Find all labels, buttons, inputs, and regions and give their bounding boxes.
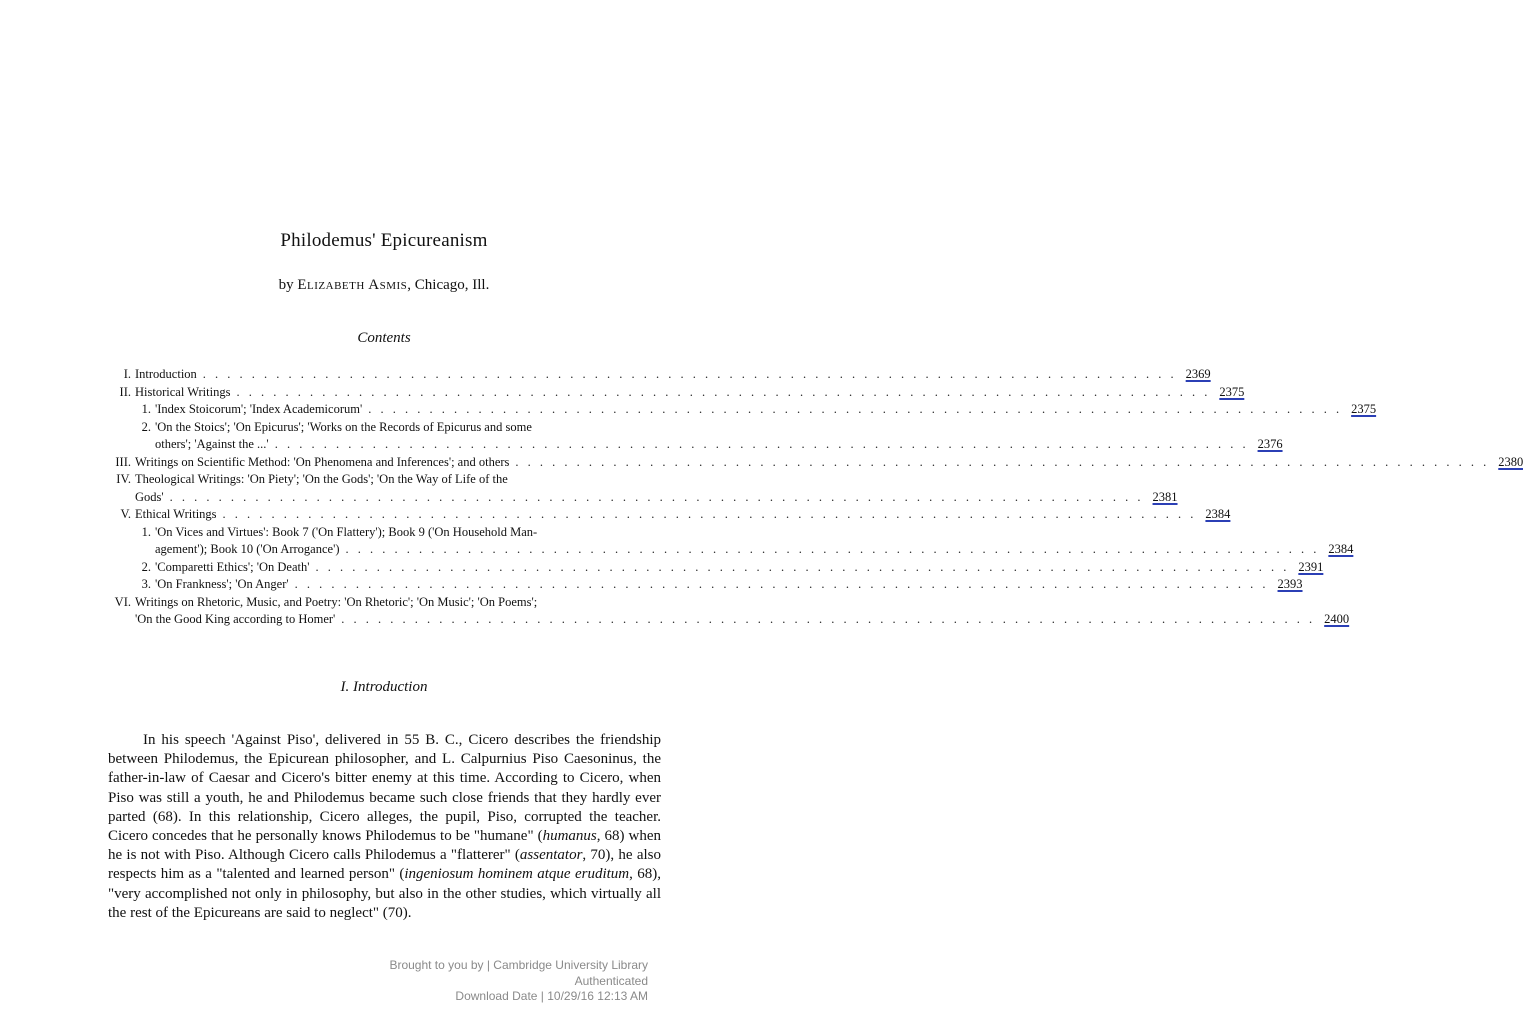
toc-line	[135, 506, 1230, 524]
toc-leader-dots	[515, 454, 1489, 472]
toc-leader-dots	[275, 436, 1249, 454]
toc-line	[135, 594, 1349, 612]
toc-entry	[105, 384, 1245, 402]
toc-entry-body	[135, 594, 1349, 629]
toc-entry-body	[135, 506, 1230, 524]
toc-entry-body	[155, 524, 1353, 559]
toc-entry	[105, 401, 1377, 419]
toc-leader-dots	[236, 384, 1210, 402]
toc-number: I.	[123, 367, 131, 381]
body-paragraph	[108, 731, 661, 923]
toc-entry	[105, 524, 1354, 559]
toc-leader-dots	[368, 401, 1342, 419]
toc-page-link[interactable]: 2400	[1324, 612, 1350, 626]
access-footer	[348, 958, 648, 1005]
toc-title: 'On the Good King according to Homer'	[135, 612, 336, 626]
toc-title: 'Index Stoicorum'; 'Index Academicorum'	[155, 402, 363, 416]
toc-title: Ethical Writings	[135, 507, 217, 521]
toc-entry	[105, 576, 1303, 594]
toc-leader-dots	[345, 541, 1319, 559]
toc-entry-body	[135, 454, 1523, 472]
toc-number: V.	[120, 507, 131, 521]
toc-line	[135, 454, 1523, 472]
paragraph-italic: assentator	[519, 847, 583, 864]
footer-line: Authenticated	[574, 973, 648, 988]
toc-line	[135, 471, 1178, 489]
toc-number: 3.	[141, 577, 151, 591]
toc-title: others'; 'Against the ...'	[155, 437, 269, 451]
toc-entry	[105, 454, 1523, 472]
byline-prefix: by	[278, 277, 294, 293]
toc-entry	[105, 471, 1178, 506]
author-affiliation: , Chicago, Ill.	[407, 277, 490, 293]
footer-line: Brought to you by | Cambridge University Library	[389, 958, 648, 972]
toc-entry-body	[155, 401, 1376, 419]
toc-line	[155, 559, 1323, 577]
toc-leader-dots	[341, 611, 1315, 629]
toc-page-link[interactable]: 2381	[1152, 489, 1178, 504]
toc-page-link[interactable]: 2376	[1257, 437, 1283, 451]
paragraph-italic: humanus	[542, 828, 597, 845]
toc-title: Historical Writings	[135, 384, 231, 399]
toc-line	[135, 366, 1211, 384]
toc-entry-body	[135, 384, 1244, 402]
toc-line	[135, 489, 1178, 507]
toc-number: 1.	[141, 402, 151, 416]
contents-heading: Contents	[357, 330, 411, 346]
toc-line	[135, 384, 1244, 402]
toc-title: 'Comparetti Ethics'; 'On Death'	[155, 559, 310, 574]
byline	[0, 277, 768, 294]
toc-title: Theological Writings: 'On Piety'; 'On the Gods'; 'On the Way of Life of the	[135, 472, 508, 486]
toc-page-link[interactable]: 2380	[1498, 454, 1523, 469]
toc-leader-dots	[295, 576, 1269, 594]
toc-page-link[interactable]: 2391	[1298, 559, 1324, 574]
toc-title: 'On the Stoics'; 'On Epicurus'; 'Works on the Records of Epicurus and some	[155, 419, 532, 434]
toc-title: Writings on Rhetoric, Music, and Poetry: 'On Rhetoric'; 'On Music'; 'On Poems';	[135, 594, 538, 609]
toc-page-link[interactable]: 2375	[1219, 384, 1245, 399]
toc-number: 1.	[141, 524, 151, 539]
toc-page-link[interactable]: 2375	[1351, 402, 1377, 416]
toc-line	[155, 524, 1353, 542]
toc-page-link[interactable]: 2384	[1205, 507, 1231, 521]
toc-line	[155, 436, 1283, 454]
toc-entry	[105, 419, 1283, 454]
toc-leader-dots	[315, 559, 1289, 577]
toc-page-link[interactable]: 2384	[1328, 542, 1354, 556]
toc-title: 'On Frankness'; 'On Anger'	[155, 577, 289, 591]
toc-page-link[interactable]: 2369	[1185, 367, 1211, 381]
footer-line: Download Date | 10/29/16 12:13 AM	[455, 989, 648, 1003]
toc-entry-body	[155, 576, 1303, 594]
toc-title: 'On Vices and Virtues': Book 7 ('On Flattery'); Book 9 ('On Household Man-	[155, 524, 538, 539]
paragraph-text: , 70), he also respects him as a "talented and learned person" (	[108, 847, 661, 883]
toc-title: agement'); Book 10 ('On Arrogance')	[155, 542, 340, 556]
toc-number: 2.	[141, 419, 151, 434]
toc-number: III.	[115, 454, 131, 469]
section-heading: I. Introduction	[340, 679, 428, 695]
toc-entry-body	[155, 559, 1323, 577]
toc-number: 2.	[141, 559, 151, 574]
article-title: Philodemus' Epicureanism	[280, 230, 488, 251]
toc-title: Gods'	[135, 489, 164, 504]
toc-line	[155, 541, 1353, 559]
toc-entry	[105, 594, 1350, 629]
table-of-contents	[105, 366, 1523, 629]
toc-leader-dots	[203, 366, 1177, 384]
toc-entry-body	[135, 366, 1211, 384]
toc-entry	[105, 559, 1324, 577]
toc-line	[155, 401, 1376, 419]
toc-number: II.	[119, 384, 131, 399]
paragraph-text: In his speech 'Against Piso', delivered in 55 B. C., Cicero describes the friendship between Philodemus, the Epicurean philosopher, and L. Calpurnius Piso Caesoninus, the father-in-law of Caesar and Cicero's bitter enemy at this time. According to Cicero, when Piso was still a youth, he and Philodemus became such close friends that they hardly ever parted (68). In this relationship, Cicero alleges, the pupil, Piso, corrupted the teacher. Cicero concedes that he personally knows Philodemus to be "humane" (	[108, 732, 661, 845]
toc-title: Writings on Scientific Method: 'On Phenomena and Inferences'; and others	[135, 454, 510, 469]
toc-leader-dots	[223, 506, 1197, 524]
toc-entry	[105, 366, 1211, 384]
toc-entry-body	[155, 419, 1283, 454]
paragraph-italic: ingeniosum hominem atque eruditum	[404, 866, 630, 883]
toc-line	[155, 419, 1283, 437]
toc-entry	[105, 506, 1231, 524]
toc-number: IV.	[116, 472, 131, 486]
paragraph-text: , 68) when he is not with Piso. Although Cicero calls Philodemus a "flatterer" (	[108, 828, 661, 864]
toc-number: VI.	[114, 594, 131, 609]
toc-line	[155, 576, 1303, 594]
toc-title: Introduction	[135, 367, 197, 381]
toc-line	[135, 611, 1349, 629]
toc-leader-dots	[170, 489, 1144, 507]
toc-page-link[interactable]: 2393	[1277, 577, 1303, 591]
toc-entry-body	[135, 471, 1178, 506]
author-name: Elizabeth Asmis	[297, 277, 408, 293]
paragraph-text: , 68), "very accomplished not only in philosophy, but also in the other studies, which virtually all the rest of the Epicureans are said to neglect" (70).	[108, 866, 661, 921]
